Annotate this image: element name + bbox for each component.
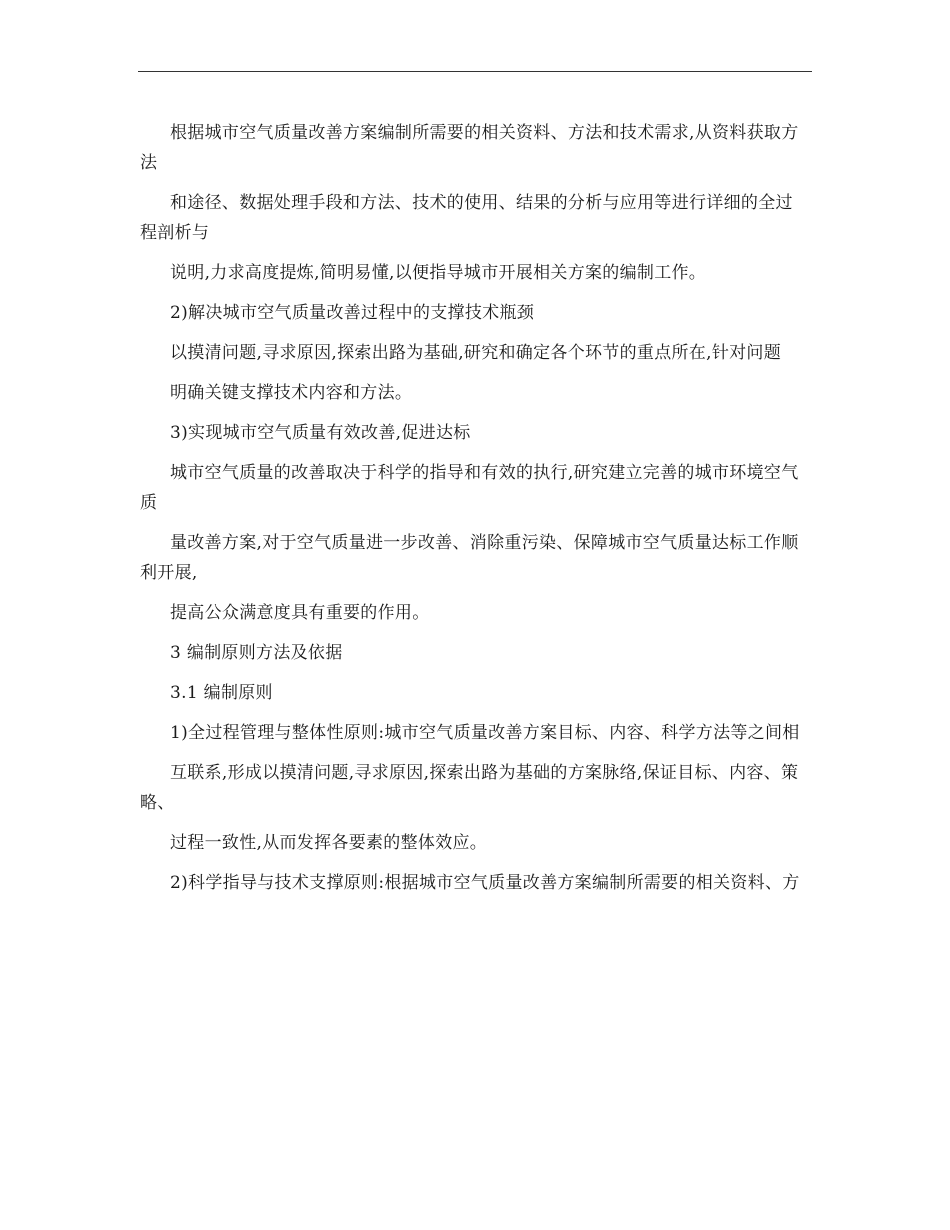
section-heading-3-1: 3.1 编制原则 <box>170 683 273 703</box>
document-body <box>140 118 804 908</box>
paragraph-8: 提高公众满意度具有重要的作用。 <box>170 603 430 623</box>
paragraph-1: 根据城市空气质量改善方案编制所需要的相关资料、方法和技术需求,从资料获取方法 <box>140 123 799 173</box>
paragraph-2: 和途径、数据处理手段和方法、技术的使用、结果的分析与应用等进行详细的全过程剖析与 <box>140 193 793 243</box>
paragraph-3: 说明,力求高度提炼,简明易懂,以便指导城市开展相关方案的编制工作。 <box>170 263 707 283</box>
paragraph-9: 互联系,形成以摸清问题,寻求原因,探索出路为基础的方案脉络,保证目标、内容、策略、 <box>140 763 799 813</box>
header-divider <box>138 71 812 72</box>
paragraph-10: 过程一致性,从而发挥各要素的整体效应。 <box>170 833 488 853</box>
list-item-3-heading: 3)实现城市空气质量有效改善,促进达标 <box>170 423 471 443</box>
principle-2: 2)科学指导与技术支撑原则:根据城市空气质量改善方案编制所需要的相关资料、方 <box>170 873 800 893</box>
paragraph-6: 城市空气质量的改善取决于科学的指导和有效的执行,研究建立完善的城市环境空气质 <box>140 463 799 513</box>
list-item-2-heading: 2)解决城市空气质量改善过程中的支撑技术瓶颈 <box>170 303 535 323</box>
section-heading-3: 3 编制原则方法及依据 <box>170 643 343 663</box>
principle-1: 1)全过程管理与整体性原则:城市空气质量改善方案目标、内容、科学方法等之间相 <box>170 723 800 743</box>
paragraph-4: 以摸清问题,寻求原因,探索出路为基础,研究和确定各个环节的重点所在,针对问题 <box>170 343 782 363</box>
paragraph-5: 明确关键支撑技术内容和方法。 <box>170 383 413 403</box>
paragraph-7: 量改善方案,对于空气质量进一步改善、消除重污染、保障城市空气质量达标工作顺利开展, <box>140 533 799 583</box>
